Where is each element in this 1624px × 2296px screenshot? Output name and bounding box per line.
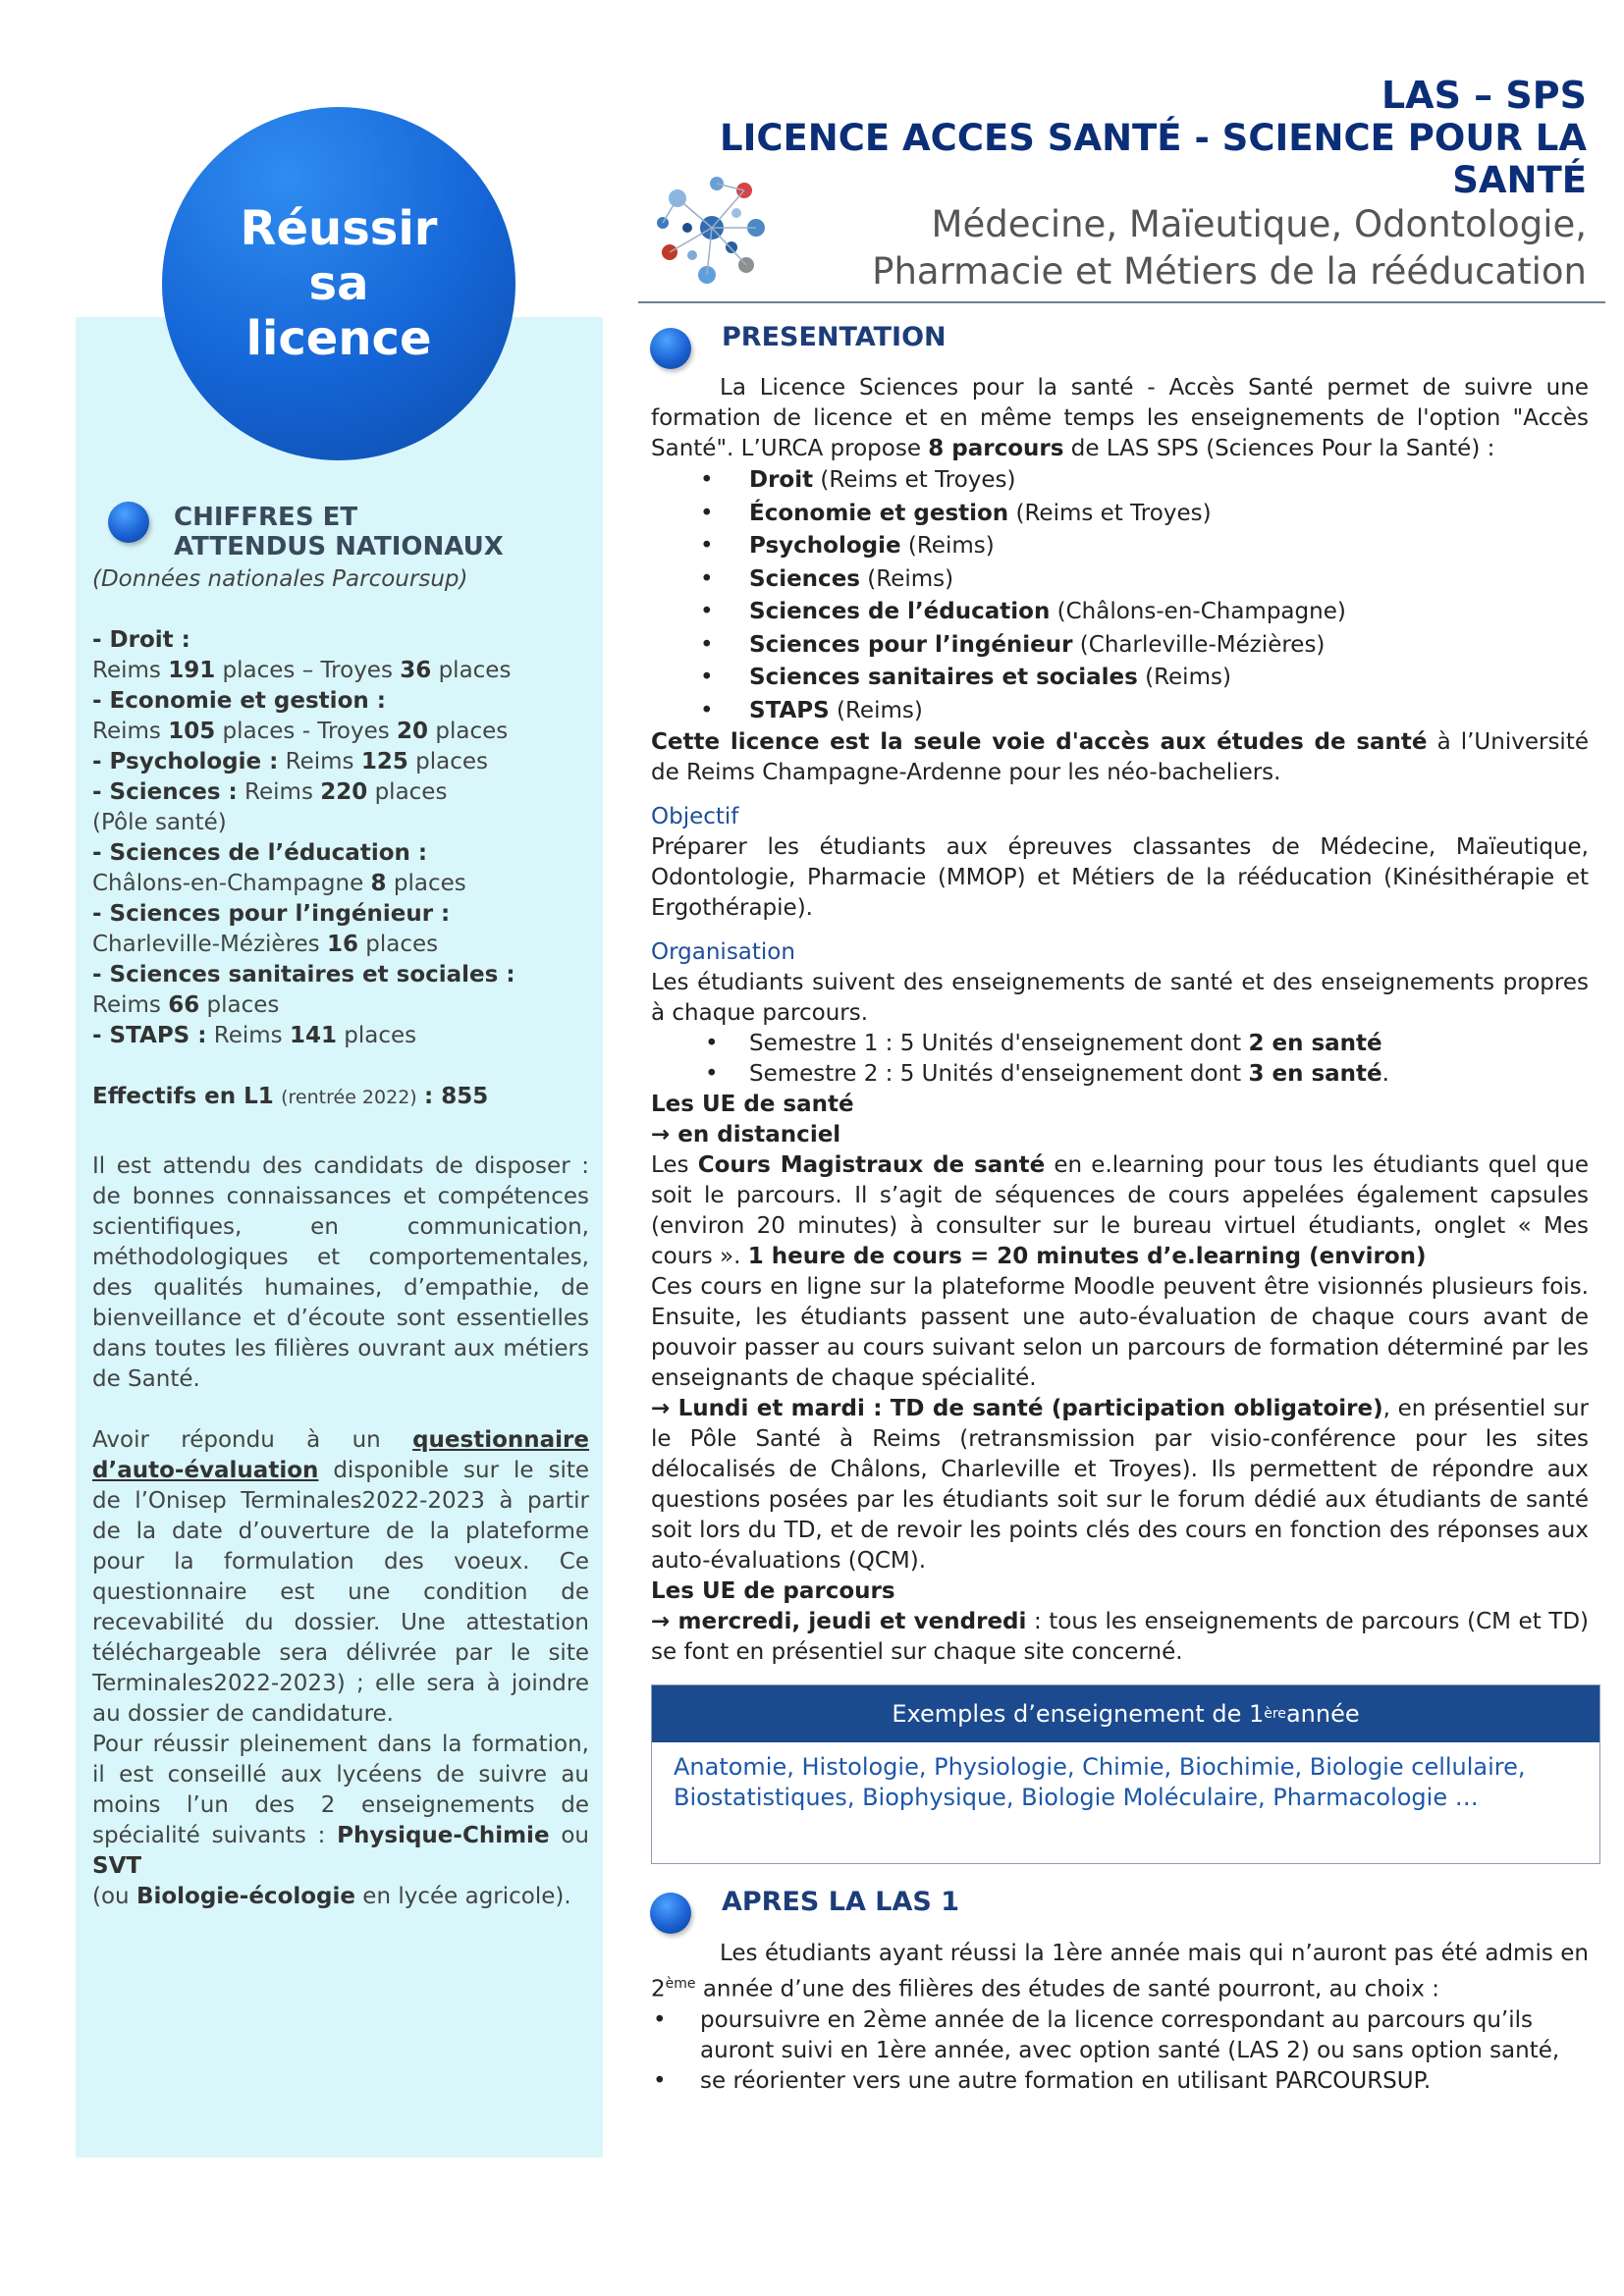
list-item: • se réorienter vers une autre formation en utilisant PARCOURSUP.	[651, 2066, 1589, 2097]
sidebar-heading: CHIFFRES ET ATTENDUS NATIONAUX	[174, 503, 504, 561]
list-item: • Semestre 1 : 5 Unités d'enseignement dont 2 en santé	[651, 1029, 1589, 1059]
objectif-title: Objectif	[651, 804, 739, 829]
presentation-body: La Licence Sciences pour la santé - Accès Santé permet de suivre une formation de licence et en même temps les enseignements de l'option "Accès Santé". L’URCA propose 8 parcours de LAS SPS (Sciences Pour la Santé) : • Droit (Reims et Troyes) • Économie et gestion (Reims et Troyes) • Psychologie (Reims) • Sciences (Reims) • Sciences de l’éducation (Châlons-en-Champagne) • Sciences pour l’ingénieur (Charleville-Mézières) • Sciences sanitaires et sociales (Reims) • STAPS (Reims) Cette licence est la seule voie d'accès aux études de santé à l’Université de Reims Champagne-Ardenne pour les néo-bacheliers. Objectif Préparer les étudiants aux épreuves classantes de Médecine, Maïeutique, Odontologie, Pharmacie (MMOP) et Métiers de la rééducation (Kinésithérapie et Ergothérapie). Organisation Les étudiants suivent des enseignements de santé et des enseignements propres à chaque parcours. • Semestre 1 : 5 Unités d'enseignement dont 2 en santé • Semestre 2 : 5 Unités d'enseignement dont 3 en santé. Les UE de santé → en distanciel Les Cours Magistraux de santé en e.learning pour tous les étudiants quel que soit le parcours. Il s’agit de séquences de cours appelées également capsules (environ 20 minutes) à consulter sur le bureau virtuel étudiants, onglet « Mes cours ». 1 heure de cours = 20 minutes d’e.learning (environ) Ces cours en ligne sur la plateforme Moodle peuvent être visionnés plusieurs fois. Ensuite, les étudiants passent une auto-évaluation de chaque cours avant de pouvoir passer au cours suivant selon un parcours de formation déterminé par les enseignants de chaque spécialité. → Lundi et mardi : TD de santé (participation obligatoire), en présentiel sur le Pôle Santé à Reims (retransmission par visio-conférence pour les sites délocalisés de Châlons, Charleville et Troyes). Ils permettent de répondre aux questions posées par les étudiants soit sur le forum dédié aux étudiants de santé soit lors du TD, et de revoir les points clés des cours en fonction des réponses aux auto-évaluations (QCM). Les UE de parcours → mercredi, jeudi et vendredi : tous les enseignements de parcours (CM et TD) se font en présentiel sur chaque site concerné.	[651, 373, 1589, 1668]
list-item: • Droit (Reims et Troyes)	[651, 464, 1589, 498]
semestre-list	[651, 1029, 1589, 1090]
figure-detail: Charleville-Mézières 16 places	[92, 932, 439, 957]
conseil-text-end: (ou Biologie-écologie en lycée agricole).	[92, 1884, 571, 1909]
figure-item: - Droit :	[92, 627, 190, 653]
list-item: • STAPS (Reims)	[651, 695, 1589, 728]
examples-box-body: Anatomie, Histologie, Physiologie, Chimie, Biochimie, Biologie cellulaire, Biostatistiques, Biophysique, Biologie Moléculaire, Pharmacologie …	[674, 1753, 1526, 1811]
list-item: • Sciences pour l’ingénieur (Charleville-Mézières)	[651, 629, 1589, 663]
list-item: • Sciences sanitaires et sociales (Reims)	[651, 662, 1589, 695]
title-divider	[638, 301, 1605, 303]
moodle-text: Ces cours en ligne sur la plateforme Moodle peuvent être visionnés plusieurs fois. Ensuite, les étudiants passent une auto-évaluation de chaque cours avant de pouvoir passer au cours suivant selon un parcours de formation déterminé par les enseignants de chaque spécialité.	[651, 1274, 1589, 1391]
section-title: PRESENTATION	[722, 322, 947, 352]
questionnaire-link[interactable]: questionnaire d’auto-évaluation	[92, 1427, 589, 1483]
section-ball-icon	[650, 328, 691, 369]
list-item: • poursuivre en 2ème année de la licence correspondant au parcours qu’ils auront suivi en 1ère année, avec option santé (LAS 2) ou sans option santé,	[651, 2005, 1589, 2066]
sidebar-figures	[92, 564, 589, 1113]
apres-body: Les étudiants ayant réussi la 1ère année mais qui n’auront pas été admis en 2ème année d’une des filières des études de santé pourront, au choix : • poursuivre en 2ème année de la licence correspondant au parcours qu’ils auront suivi en 1ère année, avec option santé (LAS 2) ou sans option santé, • se réorienter vers une autre formation en utilisant PARCOURSUP.	[651, 1939, 1589, 2097]
hero-line: Réussir	[240, 201, 438, 256]
organisation-title: Organisation	[651, 939, 795, 965]
objectif-text: Préparer les étudiants aux épreuves classantes de Médecine, Maïeutique, Odontologie, Pharmacie (MMOP) et Métiers de la rééducation (Kinésithérapie et Ergothérapie).	[651, 834, 1589, 921]
ue-sante-title: Les UE de santé	[651, 1092, 854, 1117]
list-item: • Semestre 2 : 5 Unités d'enseignement dont 3 en santé.	[651, 1059, 1589, 1090]
list-item: • Économie et gestion (Reims et Troyes)	[651, 498, 1589, 531]
figure-item: - Economie et gestion :	[92, 688, 386, 714]
questionnaire-text: Avoir répondu à un questionnaire d’auto-évaluation disponible sur le site de l’Onisep Terminales2022-2023 à partir de la date d’ouverture de la plateforme pour la formulation des voeux. Ce questionnaire est une condition de recevabilité du dossier. Une attestation téléchargeable sera délivrée par le site Terminales2022-2023) ; elle sera à joindre au dossier de candidature. Pour réussir pleinement dans la formation, il est conseillé aux lycéens de suivre au moins l’un des 2 enseignements de spécialité suivants : Physique-Chimie ou SVT (ou Biologie-écologie en lycée agricole).	[92, 1425, 589, 1912]
parcours-list	[651, 464, 1589, 727]
list-item: • Sciences de l’éducation (Châlons-en-Champagne)	[651, 596, 1589, 629]
figure-detail: Reims 191 places – Troyes 36 places	[92, 658, 512, 683]
figure-item: - Sciences de l’éducation :	[92, 840, 428, 866]
apres-list	[651, 2005, 1589, 2097]
conseil-text: Pour réussir pleinement dans la formation, il est conseillé aux lycéens de suivre au moins l’un des 2 enseignements de spécialité suivants : Physique-Chimie ou SVT	[92, 1732, 589, 1879]
page-title: SANTÉ	[1452, 159, 1587, 201]
figure-detail: Reims 66 places	[92, 992, 280, 1018]
hero-line: licence	[245, 311, 432, 366]
page-title: LAS – SPS	[1380, 74, 1587, 117]
attendus-text: Il est attendu des candidats de disposer : de bonnes connaissances et compétences scientifiques, en communication, méthodologiques et comportementales, des qualités humaines, d’empathie, de bienveillance et d’écoute sont essentielles dans toutes les filières ouvrant aux métiers de Santé.	[92, 1153, 589, 1392]
figure-detail: Reims 105 places - Troyes 20 places	[92, 719, 509, 744]
section-ball-icon	[650, 1893, 691, 1934]
hero-circle	[162, 107, 515, 460]
page-subtitle: Pharmacie et Métiers de la rééducation	[872, 250, 1587, 293]
distanciel-line: → en distanciel	[651, 1122, 841, 1148]
page-subtitle: Médecine, Maïeutique, Odontologie,	[931, 203, 1587, 245]
figure-detail: (Pôle santé)	[92, 810, 227, 835]
figure-item: - STAPS : Reims 141 places	[92, 1023, 417, 1048]
figure-item: - Sciences : Reims 220 places	[92, 779, 448, 805]
section-ball-icon	[108, 502, 149, 543]
effectifs-line: Effectifs en L1 (rentrée 2022) : 855	[92, 1084, 489, 1109]
figure-detail: Châlons-en-Champagne 8 places	[92, 871, 466, 896]
figure-item: - Sciences pour l’ingénieur :	[92, 901, 451, 927]
ue-parcours-title: Les UE de parcours	[651, 1578, 895, 1604]
hero-line: sa	[308, 256, 369, 311]
examples-box	[651, 1684, 1600, 1864]
organisation-text: Les étudiants suivent des enseignements de santé et des enseignements propres à chaque parcours.	[651, 970, 1589, 1026]
page-title-block	[720, 74, 1587, 295]
page-title: LICENCE ACCES SANTÉ - SCIENCE POUR LA	[720, 117, 1587, 159]
source-note: (Données nationales Parcoursup)	[92, 566, 468, 592]
examples-box-header: Exemples d’enseignement de 1 ère année	[652, 1685, 1599, 1742]
section-title: APRES LA LAS 1	[722, 1887, 959, 1917]
list-item: • Sciences (Reims)	[651, 563, 1589, 597]
list-item: • Psychologie (Reims)	[651, 530, 1589, 563]
figure-item: - Psychologie : Reims 125 places	[92, 749, 489, 774]
figure-item: - Sciences sanitaires et sociales :	[92, 962, 515, 988]
